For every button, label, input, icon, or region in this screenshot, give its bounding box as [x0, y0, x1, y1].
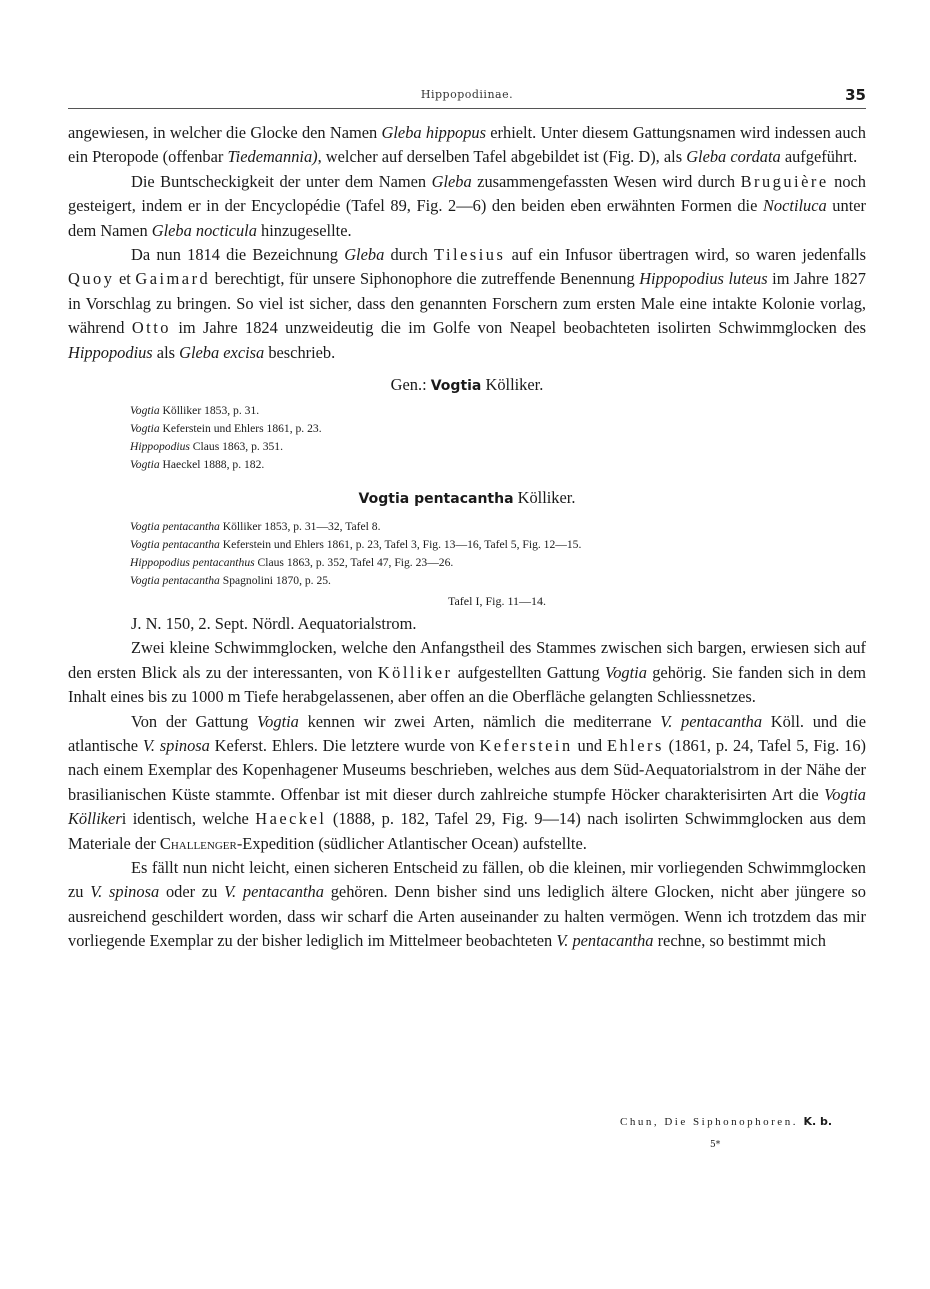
text: auf ein Infusor übertragen wird, so waren jedenfalls [505, 245, 867, 265]
printer-signature [620, 1115, 832, 1128]
synonym-entry [130, 456, 866, 474]
paragraph-5 [68, 710, 866, 856]
taxon-name: V. pentacantha [556, 931, 654, 951]
synonym-name: Vogtia pentacantha [130, 537, 220, 551]
text: (1888, p. 182, Tafel 29, Fig. 9—14) nach isolirten Schwimmglocken aus dem Materiale der [68, 809, 867, 853]
synonym-reference: Claus 1863, p. 352, Tafel 47, Fig. 23—26. [254, 555, 454, 569]
synonym-name: Vogtia pentacantha [130, 573, 220, 587]
synonym-name: Vogtia [130, 422, 160, 436]
synonym-entry [130, 438, 866, 456]
text: Es fällt nun nicht leicht, einen sicheren Entscheid zu fällen, ob die kleinen, mir vorliegenden Schwimmglocken zu [68, 857, 866, 902]
species-heading [68, 486, 866, 511]
text: Köll. und die atlantische [68, 711, 867, 755]
genus-name: Vogtia [430, 378, 482, 395]
taxon-name: Gleba excisa [179, 342, 265, 362]
synonym-name: Hippopodius pentacanthus [130, 555, 255, 569]
taxon-name: Gleba cordata [686, 147, 781, 167]
synonym-entry [130, 402, 866, 420]
paragraph-4 [68, 636, 866, 709]
text: im Jahre 1827 in Vorschlag zu bringen. So viel ist sicher, dass den genannten Forschern zum ersten Male eine intakte Kolonie vorlag, während [68, 269, 866, 338]
synonym-entry [130, 518, 866, 536]
text: gehören. Denn bisher sind uns lediglich ältere Glocken, nicht aber jüngere so ausreichend geschildert worden, dass wir scharf die Arten auseinander zu halten vermögen. Wenn ich trotzdem das mir vorliegende Exemplar zu der bisher lediglich im Mittelmeer beobachteten [68, 882, 867, 951]
synonym-reference: Kölliker 1853, p. 31. [159, 404, 260, 418]
author-name: Tilesius [434, 245, 506, 265]
expedition-name: Challenger [159, 833, 237, 853]
synonym-name: Hippopodius [130, 440, 190, 454]
sheet-mark: 5* [710, 1140, 721, 1150]
author-name: Quoy [68, 269, 115, 289]
signature-code: K. b. [803, 1115, 833, 1128]
text: beschrieb. [264, 342, 336, 362]
running-title: Hippopodiinae. [420, 88, 514, 101]
taxon-name: Gleba [344, 245, 385, 265]
text: und [572, 735, 607, 755]
text: aufgestellten Gattung [452, 662, 606, 682]
author-name: Bruguière [740, 171, 829, 191]
paragraph-1 [68, 121, 866, 170]
text: kennen wir zwei Arten, nämlich die mediterrane [298, 711, 661, 731]
text: durch [384, 245, 435, 265]
genus-prefix: Gen.: [390, 375, 431, 395]
species-name: Vogtia pentacantha [358, 491, 514, 508]
paragraph-3 [68, 243, 866, 365]
running-header [68, 86, 866, 109]
taxon-name: Gleba [431, 171, 472, 191]
text: rechne, so bestimmt mich [653, 931, 827, 951]
taxon-name: Vogtia Kölliker [68, 784, 866, 829]
author-name: Otto [131, 318, 171, 338]
species-synonymy [68, 518, 866, 590]
text: Keferst. Ehlers. Die letztere wurde von [209, 735, 480, 755]
synonym-name: Vogtia [130, 458, 160, 472]
author-name: Ehlers [606, 735, 664, 755]
genus-heading [68, 373, 866, 398]
taxon-name: Vogtia [256, 711, 299, 731]
text: noch gesteigert, indem er in der Encyclopédie (Tafel 89, Fig. 2—6) den beiden eben erwähnten Formen die [68, 171, 866, 216]
synonym-entry [130, 536, 866, 554]
synonym-name: Vogtia pentacantha [130, 519, 220, 533]
text: angewiesen, in welcher die Glocke den Namen [68, 123, 382, 142]
synonym-entry [130, 420, 866, 438]
text: Von der Gattung [131, 711, 257, 731]
plate-reference: Tafel I, Fig. 11—14. [447, 593, 547, 608]
station-line: J. N. 150, 2. Sept. Nördl. Aequatorialstrom. [131, 613, 417, 633]
text: aufgeführt. [780, 147, 858, 167]
taxon-name: V. pentacantha [224, 882, 324, 902]
text: (1861, p. 24, Tafel 5, Fig. 16) nach einem Exemplar des Kopenhagener Museums beschrieben, welches aus dem Süd-Aequatorialstrom in der Nähe der brasilianischen Küste stammte. Offenbar ist mit dieser durch zahlreiche stumpfe Höcker charakterisirten Art die [68, 735, 867, 804]
synonym-reference: Spagnolini 1870, p. 25. [219, 573, 331, 587]
taxon-name: Noctiluca [762, 196, 827, 216]
taxon-name: V. spinosa [142, 735, 210, 755]
author-name: Haeckel [255, 809, 327, 829]
author-name: Keferstein [479, 735, 573, 755]
genus-synonymy [68, 402, 866, 474]
taxon-name: Gleba nocticula [151, 220, 257, 240]
paragraph-2 [68, 170, 866, 243]
synonym-entry [130, 554, 866, 572]
text: Die Buntscheckigkeit der unter dem Namen [131, 171, 432, 191]
text: erhielt. Unter diesem Gattungsnamen wird indessen auch ein Pteropode (offenbar [68, 123, 866, 167]
taxon-name: Vogtia [605, 662, 647, 682]
text: et [114, 269, 136, 289]
text: , welcher auf derselben Tafel abgebildet ist (Fig. D), als [317, 147, 687, 167]
text: Zwei kleine Schwimmglocken, welche den Anfangstheil des Stammes zwischen sich bargen, erwiesen sich auf den ersten Blick als zu der interessanten, von [68, 638, 866, 682]
body-text [68, 121, 866, 954]
species-author: Kölliker. [513, 488, 576, 508]
taxon-name: Tiedemannia) [227, 147, 318, 167]
text: zusammengefassten Wesen wird durch [471, 171, 741, 191]
text: oder zu [159, 882, 225, 902]
taxon-name: Hippopodius luteus [639, 269, 768, 289]
synonym-reference: Haeckel 1888, p. 182. [159, 458, 265, 472]
synonym-entry [130, 572, 866, 590]
author-name: Kölliker [377, 662, 453, 682]
synonym-reference: Keferstein und Ehlers 1861, p. 23. [159, 422, 322, 436]
synonym-reference: Keferstein und Ehlers 1861, p. 23, Tafel 3, Fig. 13—16, Tafel 5, Fig. 12—15. [219, 537, 582, 551]
synonym-reference: Claus 1863, p. 351. [189, 440, 283, 454]
genus-author: Kölliker. [481, 375, 544, 395]
taxon-name: Hippopodius [68, 342, 153, 362]
text: gehörig. Sie fanden sich in dem Inhalt eines bis zu 1000 m Tiefe herabgelassenen, aber offen an die Oberfläche gelangten Schliessnetzes. [68, 662, 866, 707]
author-name: Gaimard [135, 269, 211, 289]
synonym-name: Vogtia [130, 404, 160, 418]
text: als [152, 342, 180, 362]
taxon-name: V. spinosa [90, 882, 160, 902]
text: hinzugesellte. [256, 220, 352, 240]
text: unter dem Namen [68, 196, 866, 240]
paragraph-6 [68, 856, 866, 954]
signature-text: Chun, Die Siphonophoren. [620, 1116, 798, 1128]
taxon-name: Gleba hippopus [381, 123, 486, 142]
text: Da nun 1814 die Bezeichnung [131, 245, 345, 265]
text: im Jahre 1824 unzweideutig die im Golfe von Neapel beobachteten isolirten Schwimmglocken des [170, 318, 867, 338]
taxon-name: V. pentacantha [660, 711, 763, 731]
text: -Expedition (südlicher Atlantischer Ocean) aufstellte. [236, 833, 587, 853]
page-number: 35 [845, 86, 866, 104]
text: i identisch, welche [121, 809, 256, 829]
synonym-reference: Kölliker 1853, p. 31—32, Tafel 8. [219, 519, 381, 533]
text: berechtigt, für unsere Siphonophore die zutreffende Benennung [210, 269, 640, 289]
